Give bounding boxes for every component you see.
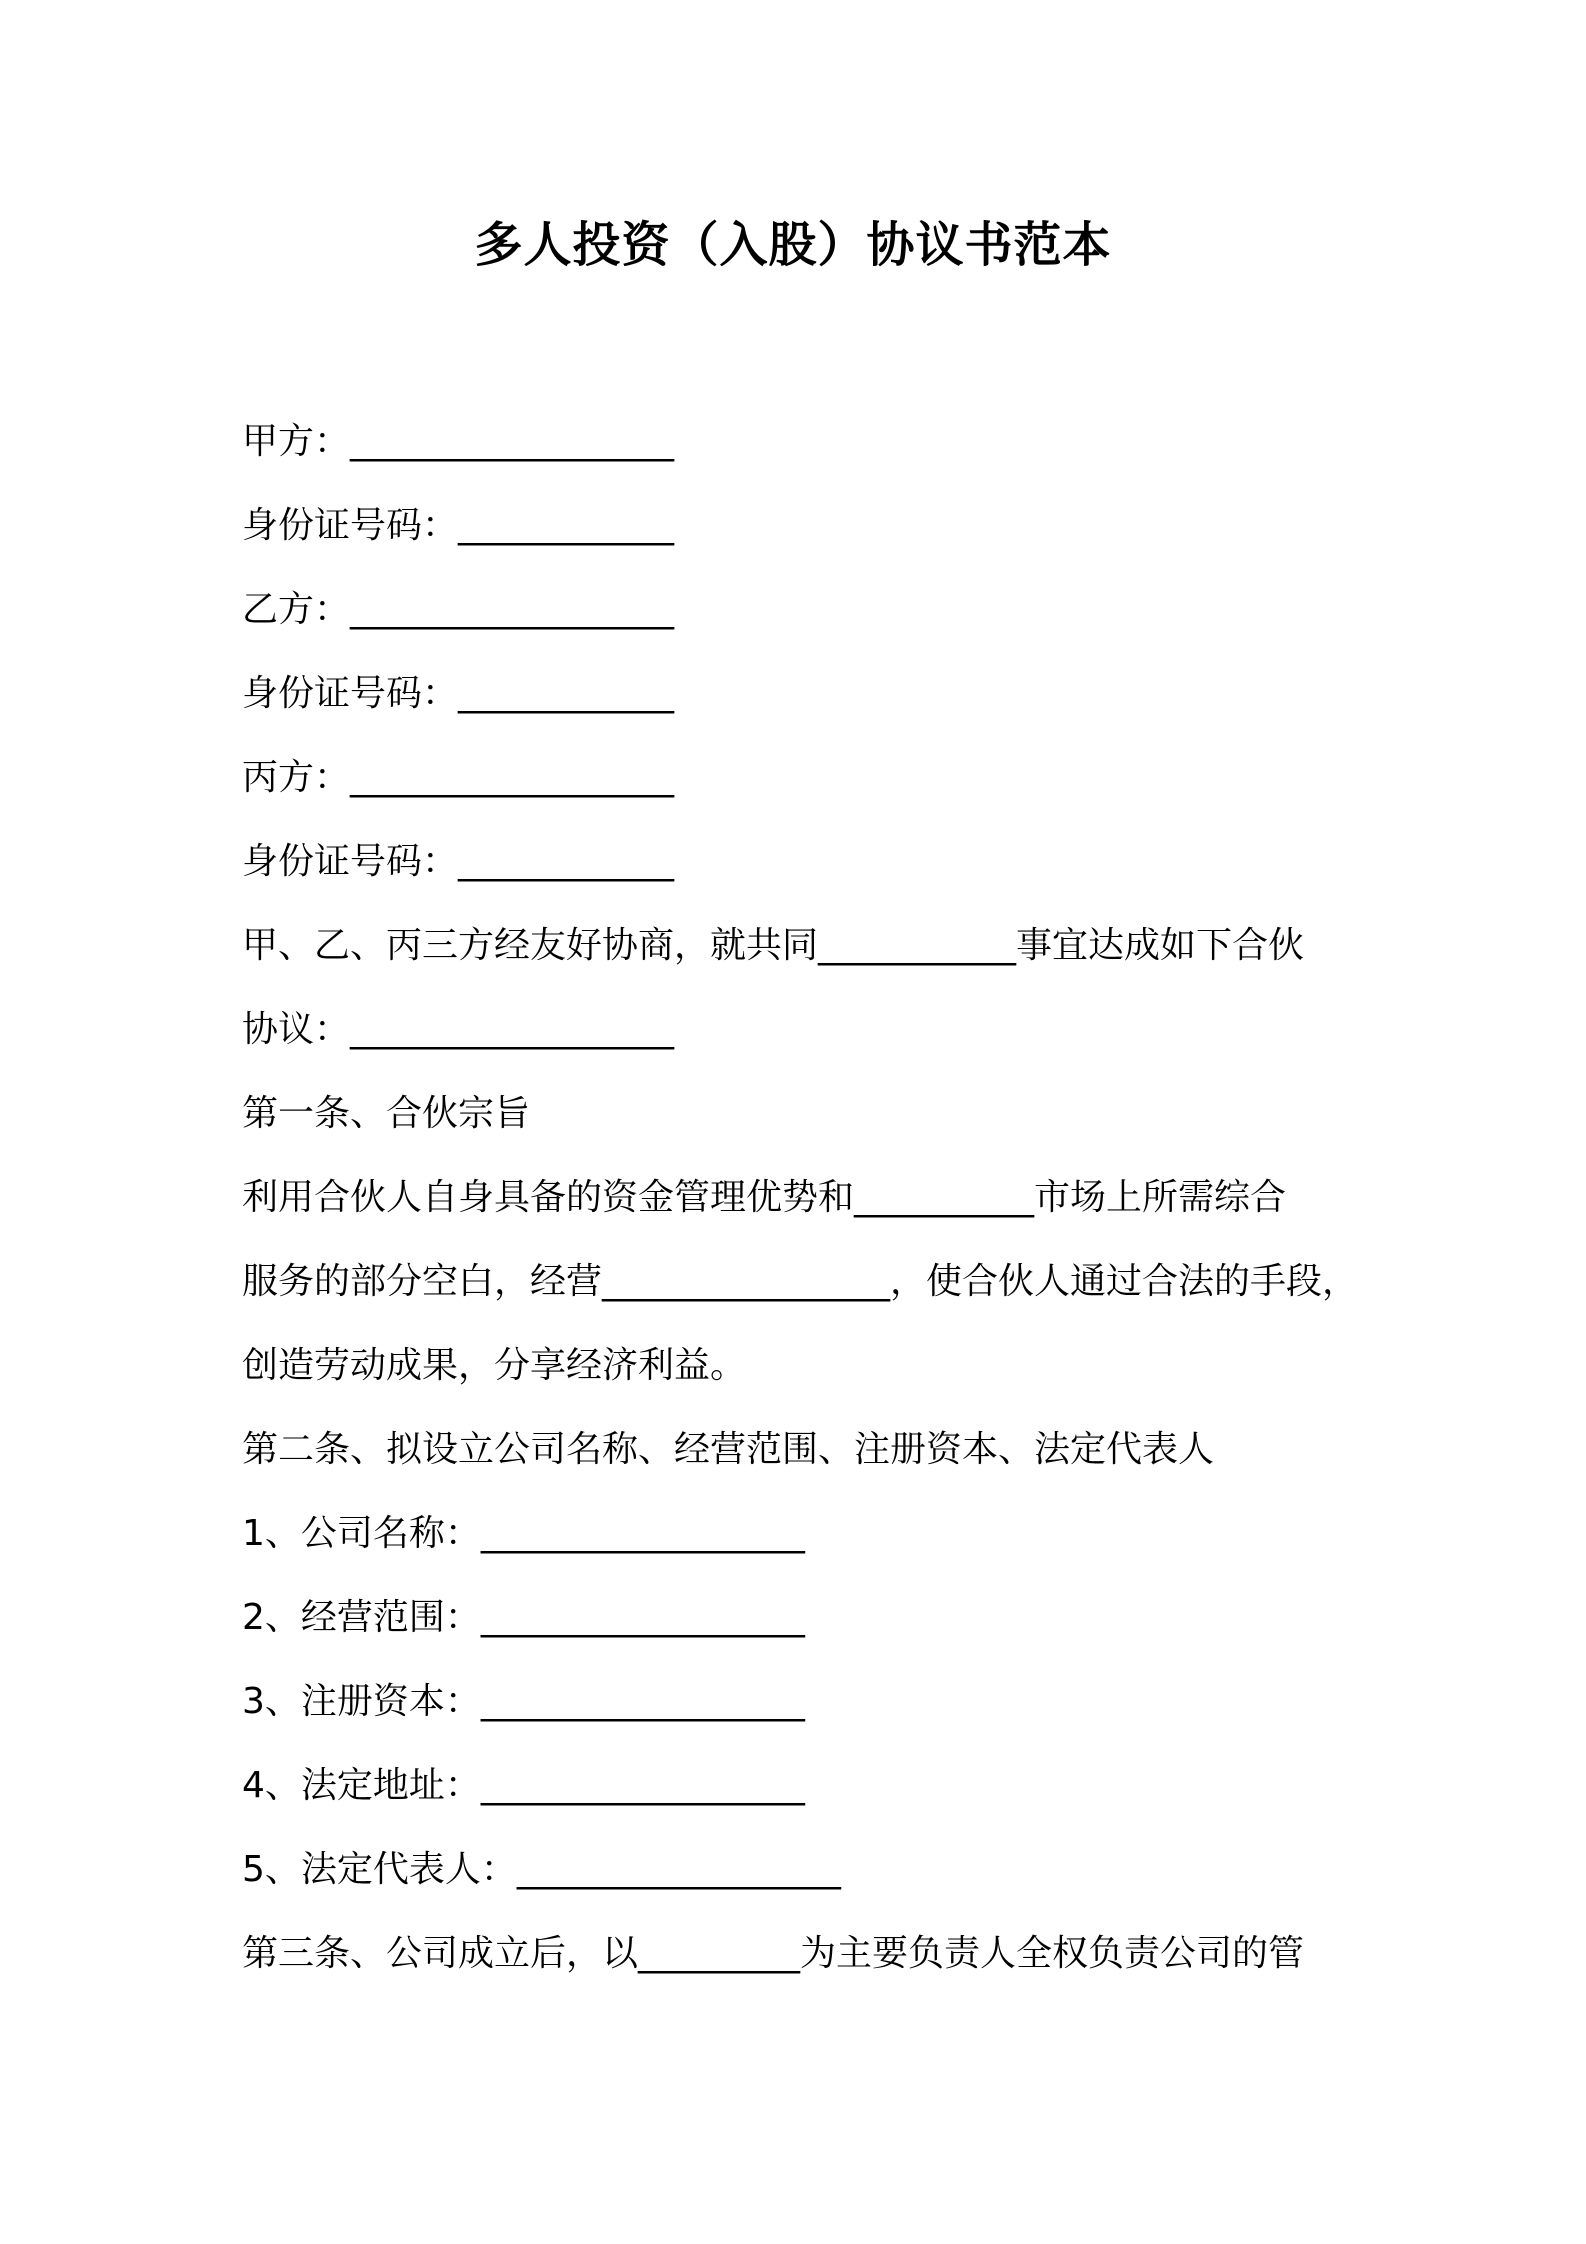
article-1-heading: 第一条、合伙宗旨 bbox=[242, 1093, 531, 1134]
article-1-text-line-3: 创造劳动成果，分享经济利益。 bbox=[242, 1345, 747, 1386]
party-b-id-line: 身份证号码：____________ bbox=[242, 673, 675, 714]
party-a-line: 甲方：__________________ bbox=[242, 421, 675, 462]
agreement-intro-line: 甲、乙、丙三方经友好协商，就共同___________事宜达成如下合伙 bbox=[242, 925, 1305, 966]
document-body bbox=[242, 400, 1362, 1996]
legal-representative-line: 5、法定代表人：__________________ bbox=[242, 1849, 841, 1890]
document-title: 多人投资（入股）协议书范本 bbox=[474, 217, 1112, 273]
party-c-id-line: 身份证号码：____________ bbox=[242, 841, 675, 882]
party-a-id-line: 身份证号码：____________ bbox=[242, 505, 675, 546]
article-2-heading: 第二条、拟设立公司名称、经营范围、注册资本、法定代表人 bbox=[242, 1429, 1215, 1470]
article-1-text-line-1: 利用合伙人自身具备的资金管理优势和__________市场上所需综合 bbox=[242, 1177, 1287, 1218]
article-1-text-line-2: 服务的部分空白，经营________________，使合伙人通过合法的手段， bbox=[242, 1261, 1359, 1302]
agreement-line: 协议：__________________ bbox=[242, 1009, 675, 1050]
registered-capital-line: 3、注册资本：__________________ bbox=[242, 1681, 805, 1722]
party-c-line: 丙方：__________________ bbox=[242, 757, 675, 798]
business-scope-line: 2、经营范围：__________________ bbox=[242, 1597, 805, 1638]
party-b-line: 乙方：__________________ bbox=[242, 589, 675, 630]
legal-address-line: 4、法定地址：__________________ bbox=[242, 1765, 805, 1806]
company-name-line: 1、公司名称：__________________ bbox=[242, 1513, 805, 1554]
article-3-line: 第三条、公司成立后，以_________为主要负责人全权负责公司的管 bbox=[242, 1933, 1305, 1974]
